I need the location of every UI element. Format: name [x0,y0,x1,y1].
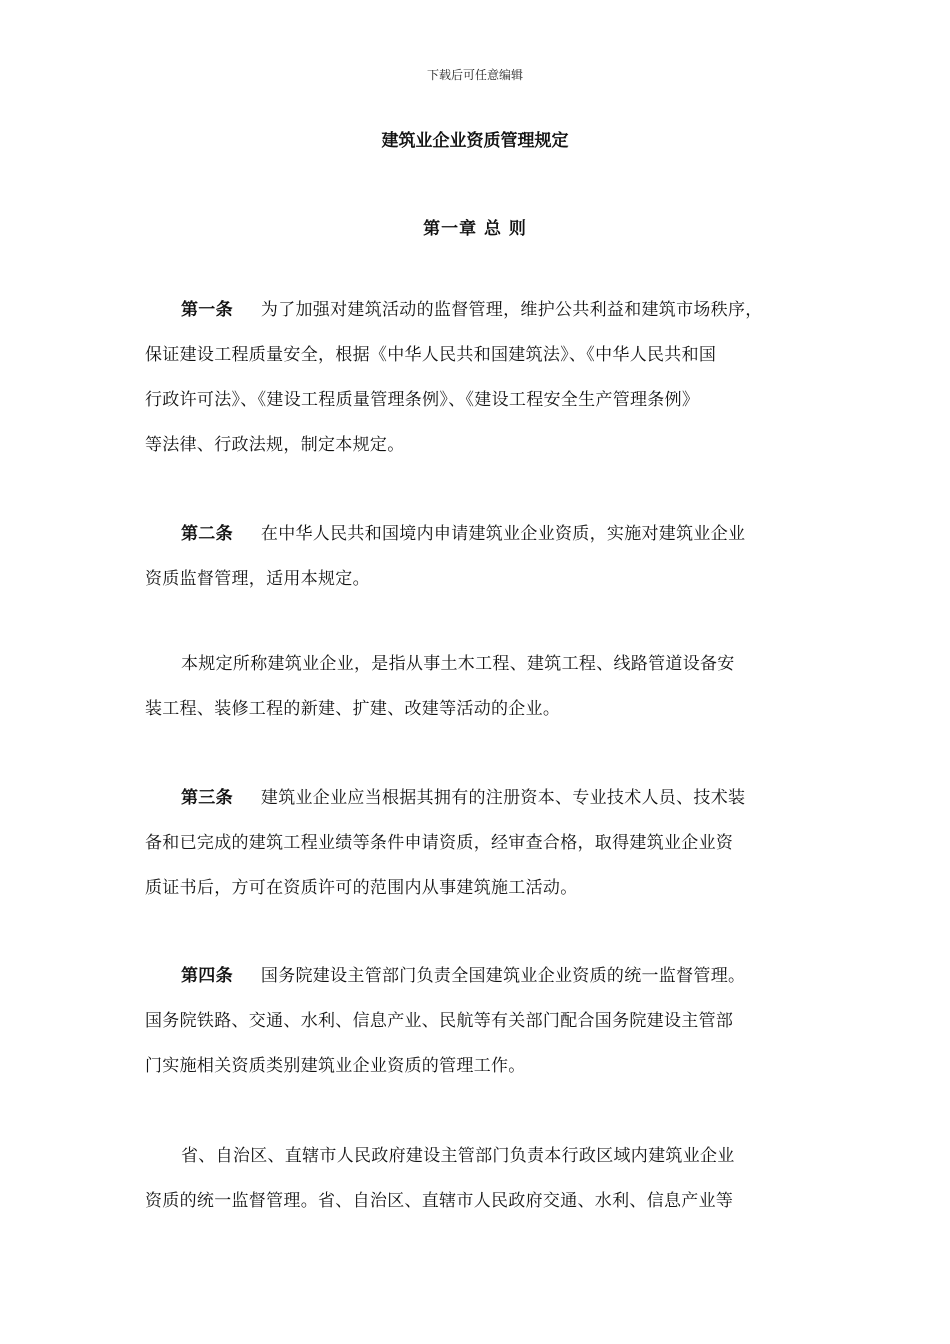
article-1-line-4: 等法律、行政法规，制定本规定。 [145,435,405,455]
article-2-para2-line-2: 装工程、装修工程的新建、扩建、改建等活动的企业。 [145,699,561,719]
chapter-title: 第一章 总 则 [423,219,527,239]
article-2 [145,512,815,602]
article-2-text-1: 在中华人民共和国境内申请建筑业企业资质，实施对建筑业企业 [260,524,746,544]
article-3-line-2: 备和已完成的建筑工程业绩等条件申请资质，经审查合格，取得建筑业企业资 [145,833,734,853]
article-4-paragraph-2 [145,1134,815,1224]
article-4-line-1 [145,954,815,999]
article-1-label: 第一条 [181,300,233,320]
article-3-line-3: 质证书后，方可在资质许可的范围内从事建筑施工活动。 [145,878,578,898]
article-3-text-1: 建筑业企业应当根据其拥有的注册资本、专业技术人员、技术装 [260,788,746,808]
article-2-label: 第二条 [181,524,233,544]
article-4-line-2: 国务院铁路、交通、水利、信息产业、民航等有关部门配合国务院建设主管部 [145,1011,734,1031]
article-4-text-1: 国务院建设主管部门负责全国建筑业企业资质的统一监督管理。 [260,966,746,986]
document-title: 建筑业企业资质管理规定 [381,131,569,151]
article-1-line-2: 保证建设工程质量安全，根据《中华人民共和国建筑法》、《中华人民共和国 [145,345,717,365]
article-4-line-3: 门实施相关资质类别建筑业企业资质的管理工作。 [145,1056,526,1076]
article-3-line-1 [145,776,815,821]
article-2-line-1 [145,512,815,557]
article-4 [145,954,815,1089]
article-1-line-1 [145,288,815,333]
article-4-para2-line-2: 资质的统一监督管理。省、自治区、直辖市人民政府交通、水利、信息产业等 [145,1191,734,1211]
article-2-paragraph-2 [145,642,815,732]
article-2-line-2: 资质监督管理，适用本规定。 [145,569,370,589]
article-4-label: 第四条 [181,966,233,986]
article-1-text-1: 为了加强对建筑活动的监督管理，维护公共利益和建筑市场秩序， [260,300,763,320]
article-3 [145,776,815,911]
article-1 [145,288,815,468]
article-3-label: 第三条 [181,788,233,808]
article-4-para2-line-1: 省、自治区、直辖市人民政府建设主管部门负责本行政区域内建筑业企业 [181,1146,735,1166]
article-2-para2-line-1: 本规定所称建筑业企业，是指从事土木工程、建筑工程、线路管道设备安 [181,654,735,674]
article-1-line-3: 行政许可法》、《建设工程质量管理条例》、《建设工程安全生产管理条例》 [145,390,700,410]
header-note: 下载后可任意编辑 [426,68,523,82]
